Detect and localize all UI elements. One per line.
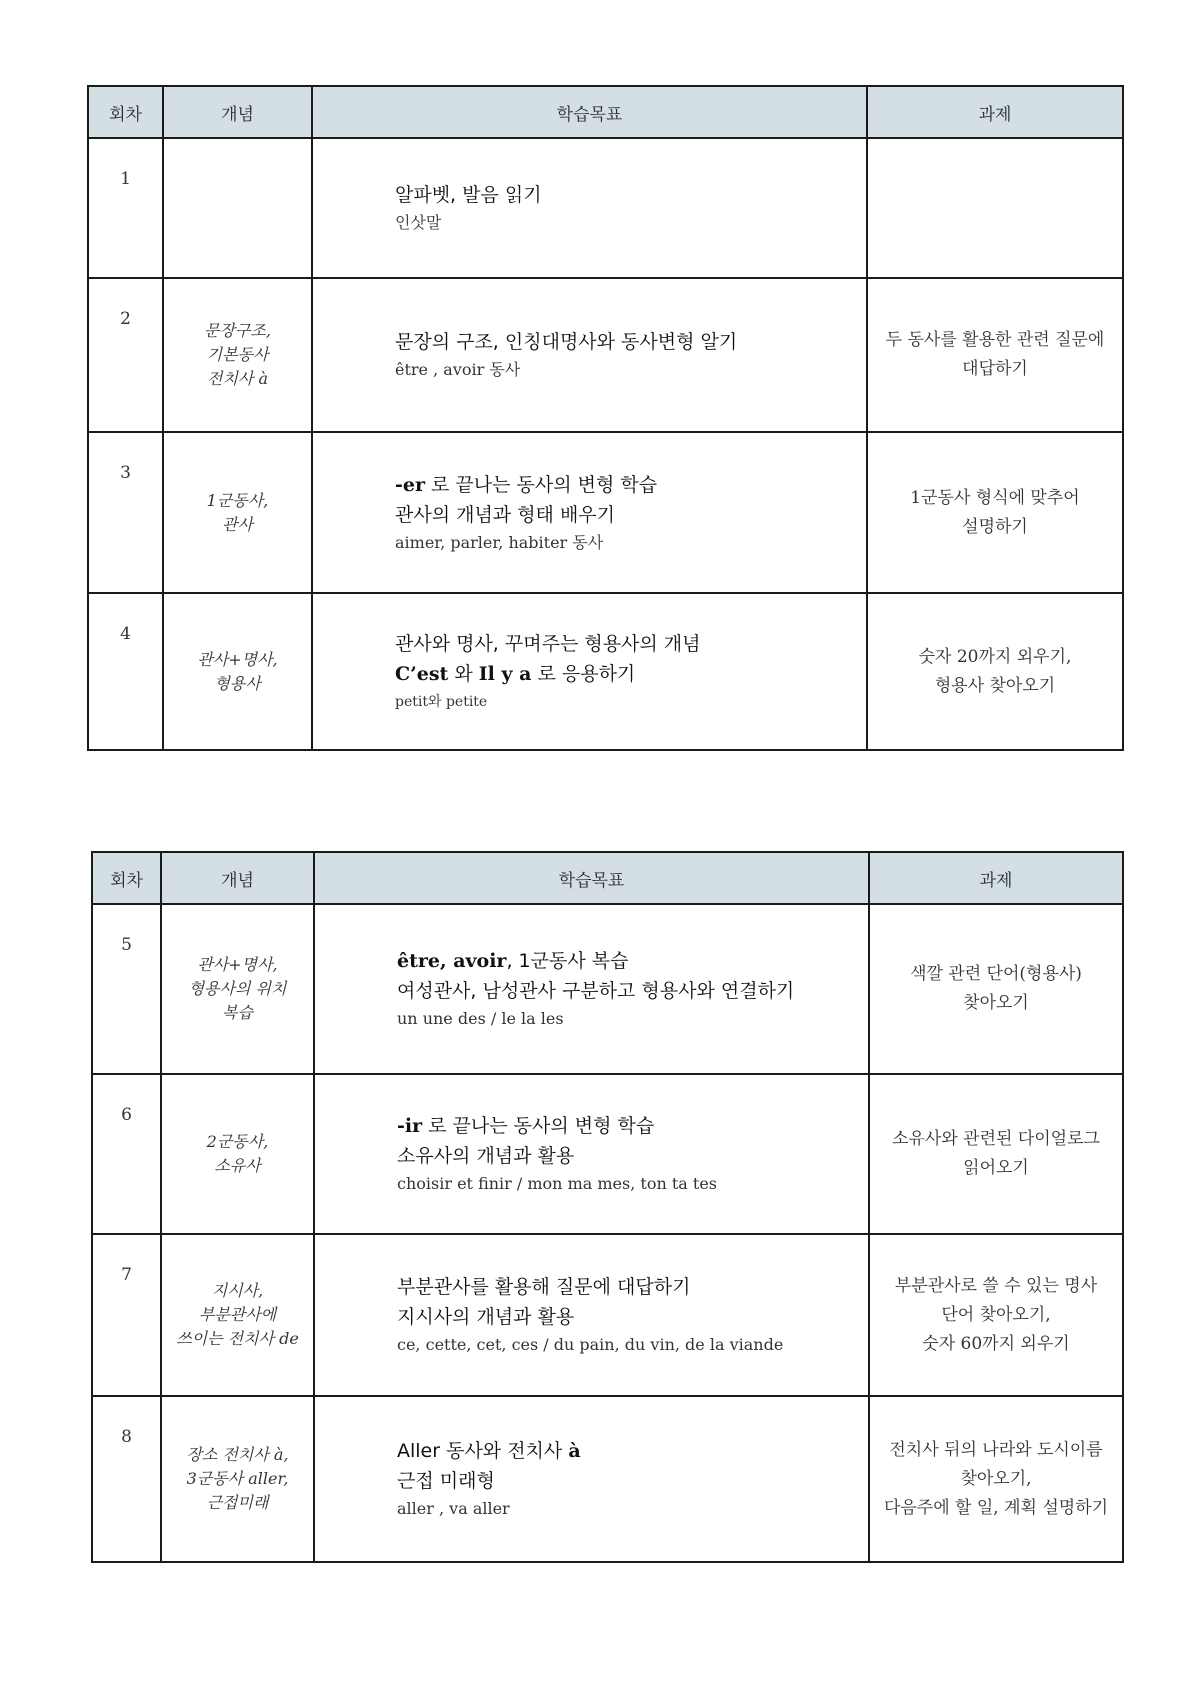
task-line: 부분관사로 쓸 수 있는 명사 bbox=[894, 1275, 1098, 1296]
concept-cell bbox=[163, 138, 312, 278]
goal-text: 관사와 명사, 꾸며주는 형용사의 개념 bbox=[395, 632, 701, 655]
goal-text: 소유사의 개념과 활용 bbox=[397, 1145, 575, 1167]
goal-text: 지시사의 개념과 활용 bbox=[397, 1306, 575, 1328]
goal-cell bbox=[312, 432, 867, 593]
concept-line: 관사+명사, bbox=[197, 649, 278, 669]
table-header-row bbox=[92, 852, 1123, 904]
goal-text: 여성관사, 남성관사 구분하고 형용사와 연결하기 bbox=[397, 980, 795, 1002]
concept-line: 관사+명사, bbox=[197, 955, 278, 974]
task-line: 형용사 찾아오기 bbox=[934, 675, 1056, 696]
goal-emphasis: être, avoir bbox=[397, 950, 507, 972]
goal-main-line bbox=[395, 470, 866, 500]
concept-cell bbox=[163, 278, 312, 432]
concept-line: 지시사, bbox=[211, 1281, 264, 1300]
goal-text: 알파벳, 발음 읽기 bbox=[395, 184, 542, 206]
goal-cell bbox=[314, 1234, 869, 1396]
table-row bbox=[92, 1396, 1123, 1562]
schedule-table-2 bbox=[91, 851, 1124, 1563]
task-line: 다음주에 할 일, 계획 설명하기 bbox=[883, 1497, 1109, 1518]
concept-line: 형용사 bbox=[214, 673, 261, 693]
goal-cell bbox=[312, 593, 867, 750]
table-row bbox=[88, 278, 1123, 432]
concept-line: 3군동사 aller, bbox=[186, 1469, 289, 1488]
task-cell bbox=[867, 432, 1123, 593]
goal-sub-line: aller , va aller bbox=[397, 1499, 510, 1518]
concept-line: 복습 bbox=[222, 1003, 253, 1022]
goal-sub-line: ce, cette, cet, ces / du pain, du vin, de la viande bbox=[397, 1335, 784, 1354]
goal-main-line bbox=[395, 180, 866, 210]
goal-main-line bbox=[397, 1466, 868, 1496]
goal-emphasis: C’est bbox=[395, 662, 449, 685]
goal-emphasis: à bbox=[568, 1440, 581, 1462]
concept-line: 근접미래 bbox=[206, 1493, 269, 1512]
header-goal: 학습목표 bbox=[314, 852, 869, 904]
task-line: 찾아오기 bbox=[963, 993, 1029, 1013]
goal-text: , 1군동사 복습 bbox=[506, 950, 629, 972]
concept-line: 문장구조, bbox=[204, 321, 271, 340]
concept-line: 전치사 à bbox=[207, 369, 268, 388]
goal-text: Aller 동사와 전치사 bbox=[397, 1440, 569, 1462]
concept-line: 기본동사 bbox=[206, 345, 269, 364]
goal-text: 근접 미래형 bbox=[397, 1470, 495, 1492]
task-line: 단어 찾아오기, bbox=[941, 1304, 1051, 1325]
table-row bbox=[92, 1074, 1123, 1234]
task-cell bbox=[867, 138, 1123, 278]
goal-text: 와 bbox=[448, 662, 479, 685]
goal-main-line bbox=[395, 500, 866, 530]
concept-cell bbox=[161, 1396, 314, 1562]
concept-cell bbox=[161, 1234, 314, 1396]
concept-line: 쓰이는 전치사 de bbox=[176, 1329, 299, 1348]
header-session: 회차 bbox=[88, 86, 163, 138]
task-line: 숫자 60까지 외우기 bbox=[922, 1333, 1070, 1354]
concept-cell bbox=[163, 593, 312, 750]
table-row bbox=[88, 138, 1123, 278]
goal-sub-line: être , avoir 동사 bbox=[395, 360, 521, 379]
task-line: 대답하기 bbox=[962, 359, 1028, 379]
concept-cell bbox=[161, 1074, 314, 1234]
goal-text: 로 끝나는 동사의 변형 학습 bbox=[424, 473, 658, 496]
goal-main-line bbox=[395, 629, 866, 659]
goal-main-line bbox=[397, 1111, 868, 1141]
task-cell bbox=[869, 1234, 1123, 1396]
schedule-table-1 bbox=[87, 85, 1124, 751]
goal-main-line bbox=[397, 1141, 868, 1171]
goal-cell bbox=[312, 138, 867, 278]
header-concept: 개념 bbox=[161, 852, 314, 904]
header-concept: 개념 bbox=[163, 86, 312, 138]
goal-sub-line: aimer, parler, habiter 동사 bbox=[395, 532, 604, 552]
goal-sub-line: petit와 petite bbox=[395, 693, 488, 710]
goal-emphasis: -er bbox=[395, 473, 425, 496]
goal-sub-line: choisir et finir / mon ma mes, ton ta tes bbox=[397, 1174, 717, 1193]
goal-text: 부분관사를 활용해 질문에 대답하기 bbox=[397, 1276, 691, 1298]
goal-cell bbox=[314, 1074, 869, 1234]
goal-cell bbox=[312, 278, 867, 432]
concept-line: 부분관사에 bbox=[198, 1305, 277, 1324]
table-row bbox=[88, 593, 1123, 750]
goal-sub-line: un une des / le la les bbox=[397, 1009, 564, 1028]
task-cell bbox=[869, 1074, 1123, 1234]
goal-emphasis: Il y a bbox=[478, 662, 532, 685]
table-row bbox=[92, 904, 1123, 1074]
session-number: 5 bbox=[92, 904, 161, 1074]
goal-cell bbox=[314, 904, 869, 1074]
task-cell bbox=[869, 1396, 1123, 1562]
header-session: 회차 bbox=[92, 852, 161, 904]
concept-cell bbox=[163, 432, 312, 593]
header-task: 과제 bbox=[869, 852, 1123, 904]
goal-main-line bbox=[397, 1272, 868, 1302]
goal-main-line bbox=[395, 327, 866, 357]
task-line: 설명하기 bbox=[962, 516, 1028, 537]
task-line: 소유사와 관련된 다이얼로그 bbox=[892, 1129, 1100, 1149]
session-number: 4 bbox=[88, 593, 163, 750]
concept-line: 장소 전치사 à, bbox=[186, 1445, 289, 1464]
table-header-row bbox=[88, 86, 1123, 138]
goal-text: 로 응용하기 bbox=[531, 662, 636, 685]
goal-main-line bbox=[397, 1436, 868, 1466]
task-line: 읽어오기 bbox=[963, 1158, 1029, 1178]
task-cell bbox=[867, 278, 1123, 432]
task-line: 숫자 20까지 외우기, bbox=[918, 646, 1072, 667]
goal-text: 로 끝나는 동사의 변형 학습 bbox=[422, 1115, 655, 1137]
goal-text: 관사의 개념과 형태 배우기 bbox=[395, 503, 616, 526]
goal-main-line bbox=[397, 946, 868, 976]
concept-line: 1군동사, bbox=[206, 490, 269, 510]
goal-sub-line: 인삿말 bbox=[395, 213, 442, 232]
header-task: 과제 bbox=[867, 86, 1123, 138]
task-line: 1군동사 형식에 맞추어 bbox=[910, 487, 1080, 508]
session-number: 7 bbox=[92, 1234, 161, 1396]
session-number: 8 bbox=[92, 1396, 161, 1562]
concept-line: 형용사의 위치 bbox=[188, 979, 287, 998]
session-number: 1 bbox=[88, 138, 163, 278]
header-goal: 학습목표 bbox=[312, 86, 867, 138]
session-number: 3 bbox=[88, 432, 163, 593]
concept-cell bbox=[161, 904, 314, 1074]
table-row bbox=[88, 432, 1123, 593]
task-cell bbox=[867, 593, 1123, 750]
goal-cell bbox=[314, 1396, 869, 1562]
task-cell bbox=[869, 904, 1123, 1074]
goal-main-line bbox=[395, 659, 866, 689]
concept-line: 소유사 bbox=[214, 1156, 261, 1175]
task-line: 전치사 뒤의 나라와 도시이름 bbox=[889, 1439, 1103, 1460]
goal-main-line bbox=[397, 976, 868, 1006]
goal-text: 문장의 구조, 인칭대명사와 동사변형 알기 bbox=[395, 331, 738, 353]
task-line: 색깔 관련 단어(형용사) bbox=[910, 964, 1082, 984]
concept-line: 2군동사, bbox=[206, 1132, 269, 1151]
table-row bbox=[92, 1234, 1123, 1396]
concept-line: 관사 bbox=[222, 514, 253, 534]
goal-main-line bbox=[397, 1302, 868, 1332]
session-number: 2 bbox=[88, 278, 163, 432]
session-number: 6 bbox=[92, 1074, 161, 1234]
task-line: 두 동사를 활용한 관련 질문에 bbox=[885, 330, 1105, 350]
goal-emphasis: -ir bbox=[397, 1115, 423, 1137]
task-line: 찾아오기, bbox=[960, 1468, 1032, 1489]
